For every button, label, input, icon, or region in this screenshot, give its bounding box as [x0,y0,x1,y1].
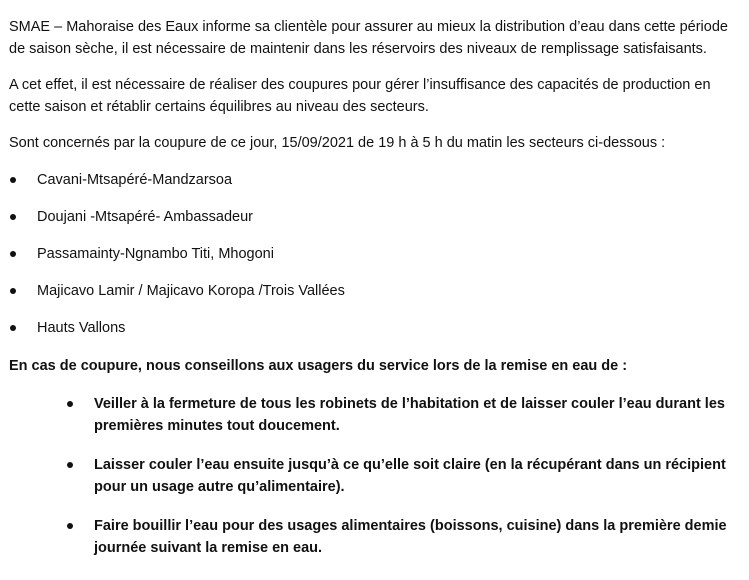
sector-name: Hauts Vallons [37,320,126,336]
sector-list-item [9,169,739,206]
bullet-icon [67,462,73,468]
advice-list-item [64,515,740,559]
advice-text: Faire bouillir l’eau pour des usages alimentaires (boissons, cuisine) dans la première demie journée suivant la remise en eau. [94,518,727,556]
effect-paragraph: A cet effet, il est nécessaire de réaliser des coupures pour gérer l’insuffisance des capacités de production en cette saison et rétablir certains équilibres au niveau des secteurs. [9,77,711,115]
sector-list-item [9,317,739,354]
sector-name: Cavani-Mtsapéré-Mandzarsoa [37,172,233,188]
advice-list [64,393,740,576]
sector-list-item [9,243,739,280]
sector-name: Passamainty-Ngnambo Titi, Mhogoni [37,246,274,262]
advice-list-item [64,393,740,437]
sector-list-item [9,206,739,243]
bullet-icon [67,401,73,407]
advice-list-item [64,454,740,498]
sector-list [9,169,739,354]
bullet-icon [10,214,16,220]
bullet-icon [10,288,16,294]
sector-name: Doujani -Mtsapéré- Ambassadeur [37,209,253,225]
advice-intro-paragraph: En cas de coupure, nous conseillons aux usagers du service lors de la remise en eau de : [9,358,628,374]
sector-list-item [9,280,739,317]
concerned-sectors-paragraph: Sont concernés par la coupure de ce jour, 15/09/2021 de 19 h à 5 h du matin les secteurs ci-dessous : [9,135,666,151]
bullet-icon [10,177,16,183]
intro-paragraph: SMAE – Mahoraise des Eaux informe sa clientèle pour assurer au mieux la distribution d’eau dans cette période de saison sèche, il est nécessaire de maintenir dans les réservoirs des niveaux de remplissage satisfaisants. [9,19,728,57]
advice-text: Laisser couler l’eau ensuite jusqu’à ce qu’elle soit claire (en la récupérant dans un récipient pour un usage autre qu’alimentaire). [94,457,726,495]
bullet-icon [10,325,16,331]
advice-text: Veiller à la fermeture de tous les robinets de l’habitation et de laisser couler l’eau durant les premières minutes tout doucement. [94,396,725,434]
sector-name: Majicavo Lamir / Majicavo Koropa /Trois Vallées [37,283,345,299]
bullet-icon [67,523,73,529]
bullet-icon [10,251,16,257]
